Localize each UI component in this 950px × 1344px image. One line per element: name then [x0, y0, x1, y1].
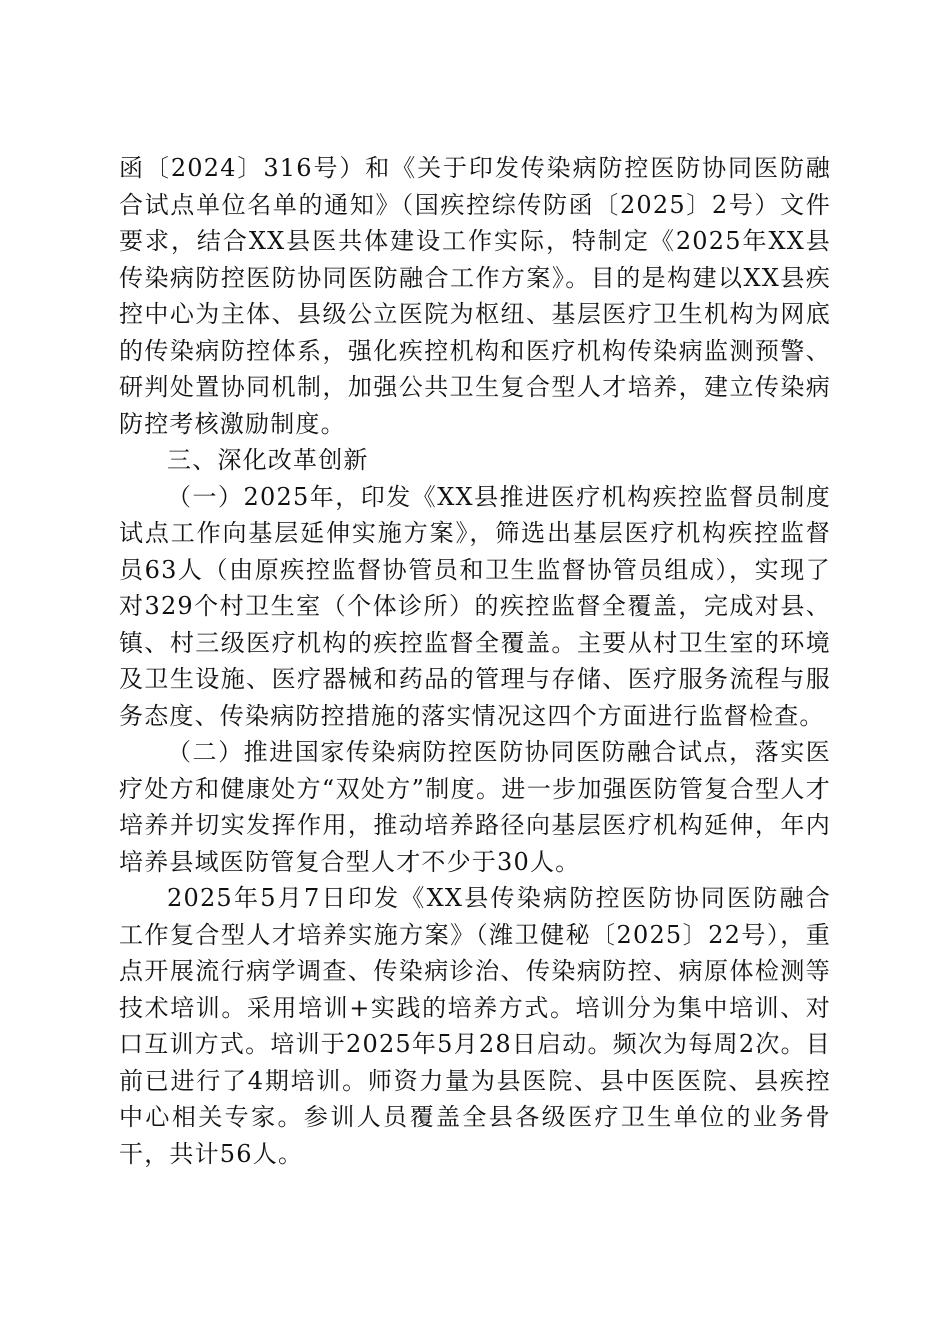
paragraph-item-1: （一）2025年，印发《XX县推进医疗机构疾控监督员制度试点工作向基层延伸实施方案》，筛选出基层医疗机构疾控监督员63人（由原疾控监督协管员和卫生监督协管员组成），实现了对329个村卫生室（个体诊所）的疾控监督全覆盖，完成对县、镇、村三级医疗机构的疾控监督全覆盖。主要从村卫生室的环境及卫生设施、医疗器械和药品的管理与存储、医疗服务流程与服务态度、传染病防控措施的落实情况这四个方面进行监督检查。 [119, 482, 831, 730]
paragraph-item-2: （二）推进国家传染病防控医防协同医防融合试点，落实医疗处方和健康处方“双处方”制度。进一步加强医防管复合型人才培养并切实发挥作用，推动培养路径向基层医疗机构延伸，年内培养县域医防管复合型人才不少于30人。 [119, 738, 831, 876]
section-heading: 三、深化改革创新 [167, 446, 369, 474]
paragraph-training: 2025年5月7日印发《XX县传染病防控医防协同医防融合工作复合型人才培养实施方案》（潍卫健秘〔2025〕22号），重点开展流行病学调查、传染病诊治、传染病防控、病原体检测等技术培训。采用培训+实践的培养方式。培训分为集中培训、对口互训方式。培训于2025年5月28日启动。频次为每周2次。目前已进行了4期培训。师资力量为县医院、县中医医院、县疾控中心相关专家。参训人员覆盖全县各级医疗卫生单位的业务骨干，共计56人。 [119, 884, 831, 1168]
paragraph-continuation: 函〔2024〕316号）和《关于印发传染病防控医防协同医防融合试点单位名单的通知》（国疾控综传防函〔2025〕2号）文件要求，结合XX县医共体建设工作实际，特制定《2025年XX县传染病防控医防协同医防融合工作方案》。目的是构建以XX县疾控中心为主体、县级公立医院为枢纽、基层医疗卫生机构为网底的传染病防控体系，强化疾控机构和医疗机构传染病监测预警、研判处置协同机制，加强公共卫生复合型人才培养，建立传染病防控考核激励制度。 [119, 154, 831, 438]
document-body [119, 150, 831, 1172]
